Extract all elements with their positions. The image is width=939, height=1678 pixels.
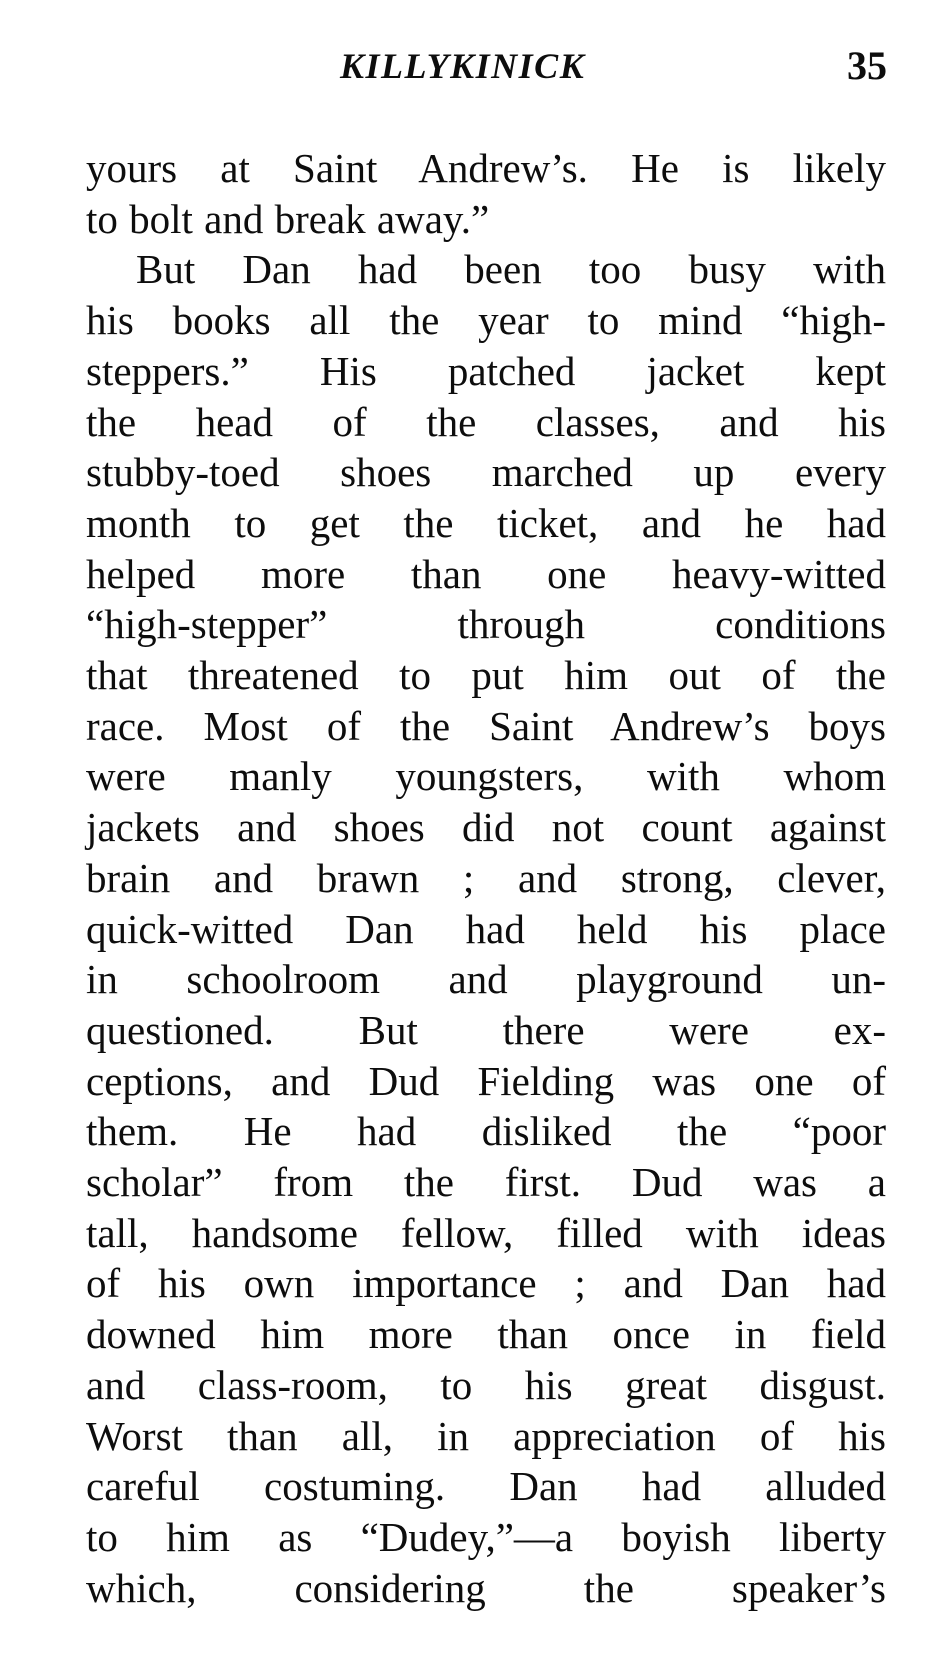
text-line: scholar” from the first. Dud was a — [86, 1159, 886, 1206]
text-line: in schoolroom and playground un- — [86, 956, 886, 1003]
text-line: yours at Saint Andrew’s. He is likely — [86, 145, 886, 191]
text-line: stubby-toed shoes marched up every — [86, 449, 886, 496]
page-number: 35 — [847, 43, 887, 88]
text-line: that threatened to put him out of the — [86, 652, 886, 699]
text-line: to bolt and break away.” — [86, 195, 490, 242]
text-line: jackets and shoes did not count against — [86, 804, 886, 851]
text-line: race. Most of the Saint Andrew’s boys — [86, 702, 886, 749]
text-line: tall, handsome fellow, filled with ideas — [86, 1209, 886, 1256]
body-text — [86, 143, 886, 1613]
text-line: helped more than one heavy-witted — [86, 550, 886, 597]
text-line: downed him more than once in field — [86, 1311, 886, 1358]
text-line: steppers.” His patched jacket kept — [86, 347, 886, 394]
text-line: and class-room, to his great disgust. — [86, 1361, 886, 1408]
text-line: them. He had disliked the “poor — [86, 1108, 886, 1155]
text-line: questioned. But there were ex- — [86, 1006, 886, 1053]
text-line: to him as “Dudey,”—a boyish liberty — [86, 1513, 886, 1560]
text-line: which, considering the speaker’s — [86, 1564, 886, 1611]
text-line: quick-witted Dan had held his place — [86, 905, 886, 952]
text-line: were manly youngsters, with whom — [86, 753, 886, 800]
text-line: of his own importance ; and Dan had — [86, 1260, 886, 1307]
text-line: ceptions, and Dud Fielding was one of — [86, 1057, 886, 1104]
text-line: careful costuming. Dan had alluded — [86, 1463, 886, 1510]
text-line: Worst than all, in appreciation of his — [86, 1412, 886, 1459]
running-title: KILLYKINICK — [340, 46, 586, 86]
text-line: “high-stepper” through conditions — [86, 601, 886, 648]
text-line: brain and brawn ; and strong, clever, — [86, 854, 886, 901]
text-line: the head of the classes, and his — [86, 398, 886, 445]
text-line: month to get the ticket, and he had — [86, 499, 886, 546]
text-line: his books all the year to mind “high- — [86, 297, 886, 344]
text-line: But Dan had been too busy with — [136, 246, 886, 293]
